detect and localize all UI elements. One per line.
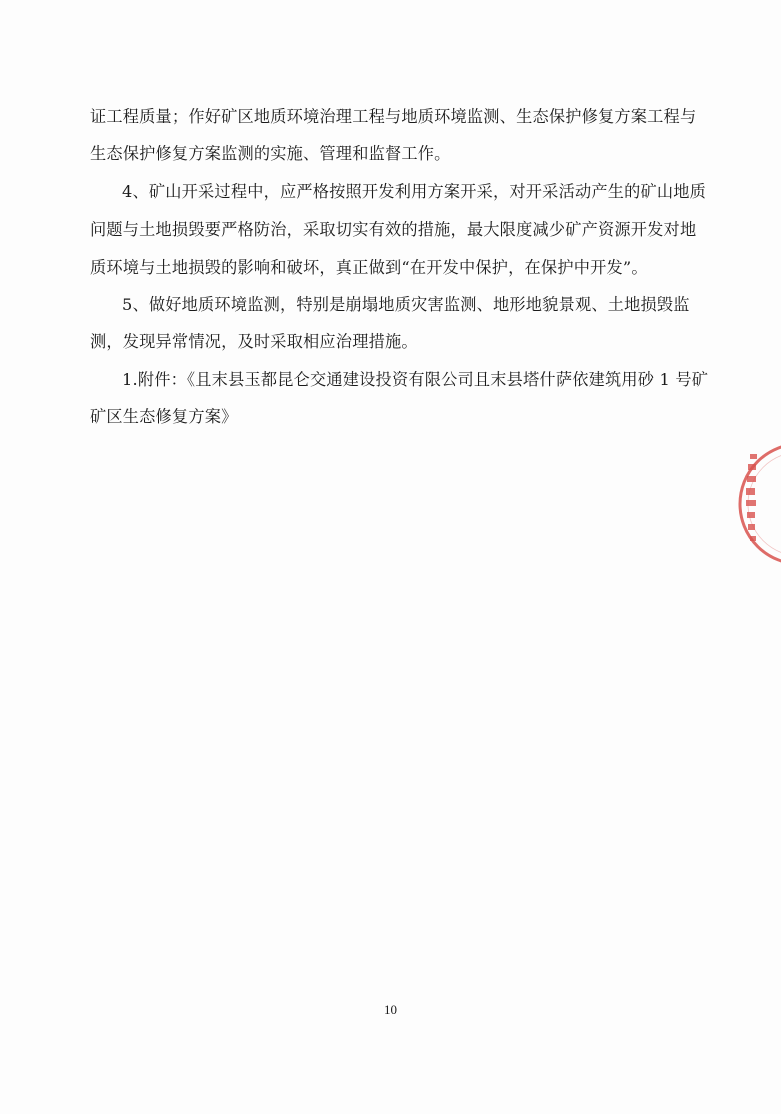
page-number: 10 — [384, 1002, 397, 1017]
paragraph-item-4-line-2: 问题与土地损毁要严格防治，采取切实有效的措施，最大限度减少矿产资源开发对地 — [90, 220, 697, 239]
paragraph-item-5-line-1: 5、做好地质环境监测，特别是崩塌地质灾害监测、地形地貌景观、土地损毁监 — [122, 295, 690, 314]
paragraph-item-4-line-1: 4、矿山开采过程中，应严格按照开发利用方案开采，对开采活动产生的矿山地质 — [122, 182, 707, 201]
paragraph-continuation-line-1: 证工程质量；作好矿区地质环境治理工程与地质环境监测、生态保护修复方案工程与 — [90, 107, 697, 126]
attachment-line-1: 1.附件：《且末县玉都昆仑交通建设投资有限公司且末县塔什萨依建筑用砂 1 号矿 — [122, 370, 709, 389]
official-seal-stamp — [730, 440, 781, 568]
paragraph-item-5-line-2: 测，发现异常情况，及时采取相应治理措施。 — [90, 332, 418, 351]
attachment-line-2: 矿区生态修复方案》 — [90, 407, 238, 426]
paragraph-item-4-line-3: 质环境与土地损毁的影响和破坏，真正做到“在开发中保护，在保护中开发”。 — [90, 258, 648, 277]
paragraph-continuation-line-2: 生态保护修复方案监测的实施、管理和监督工作。 — [90, 144, 451, 163]
